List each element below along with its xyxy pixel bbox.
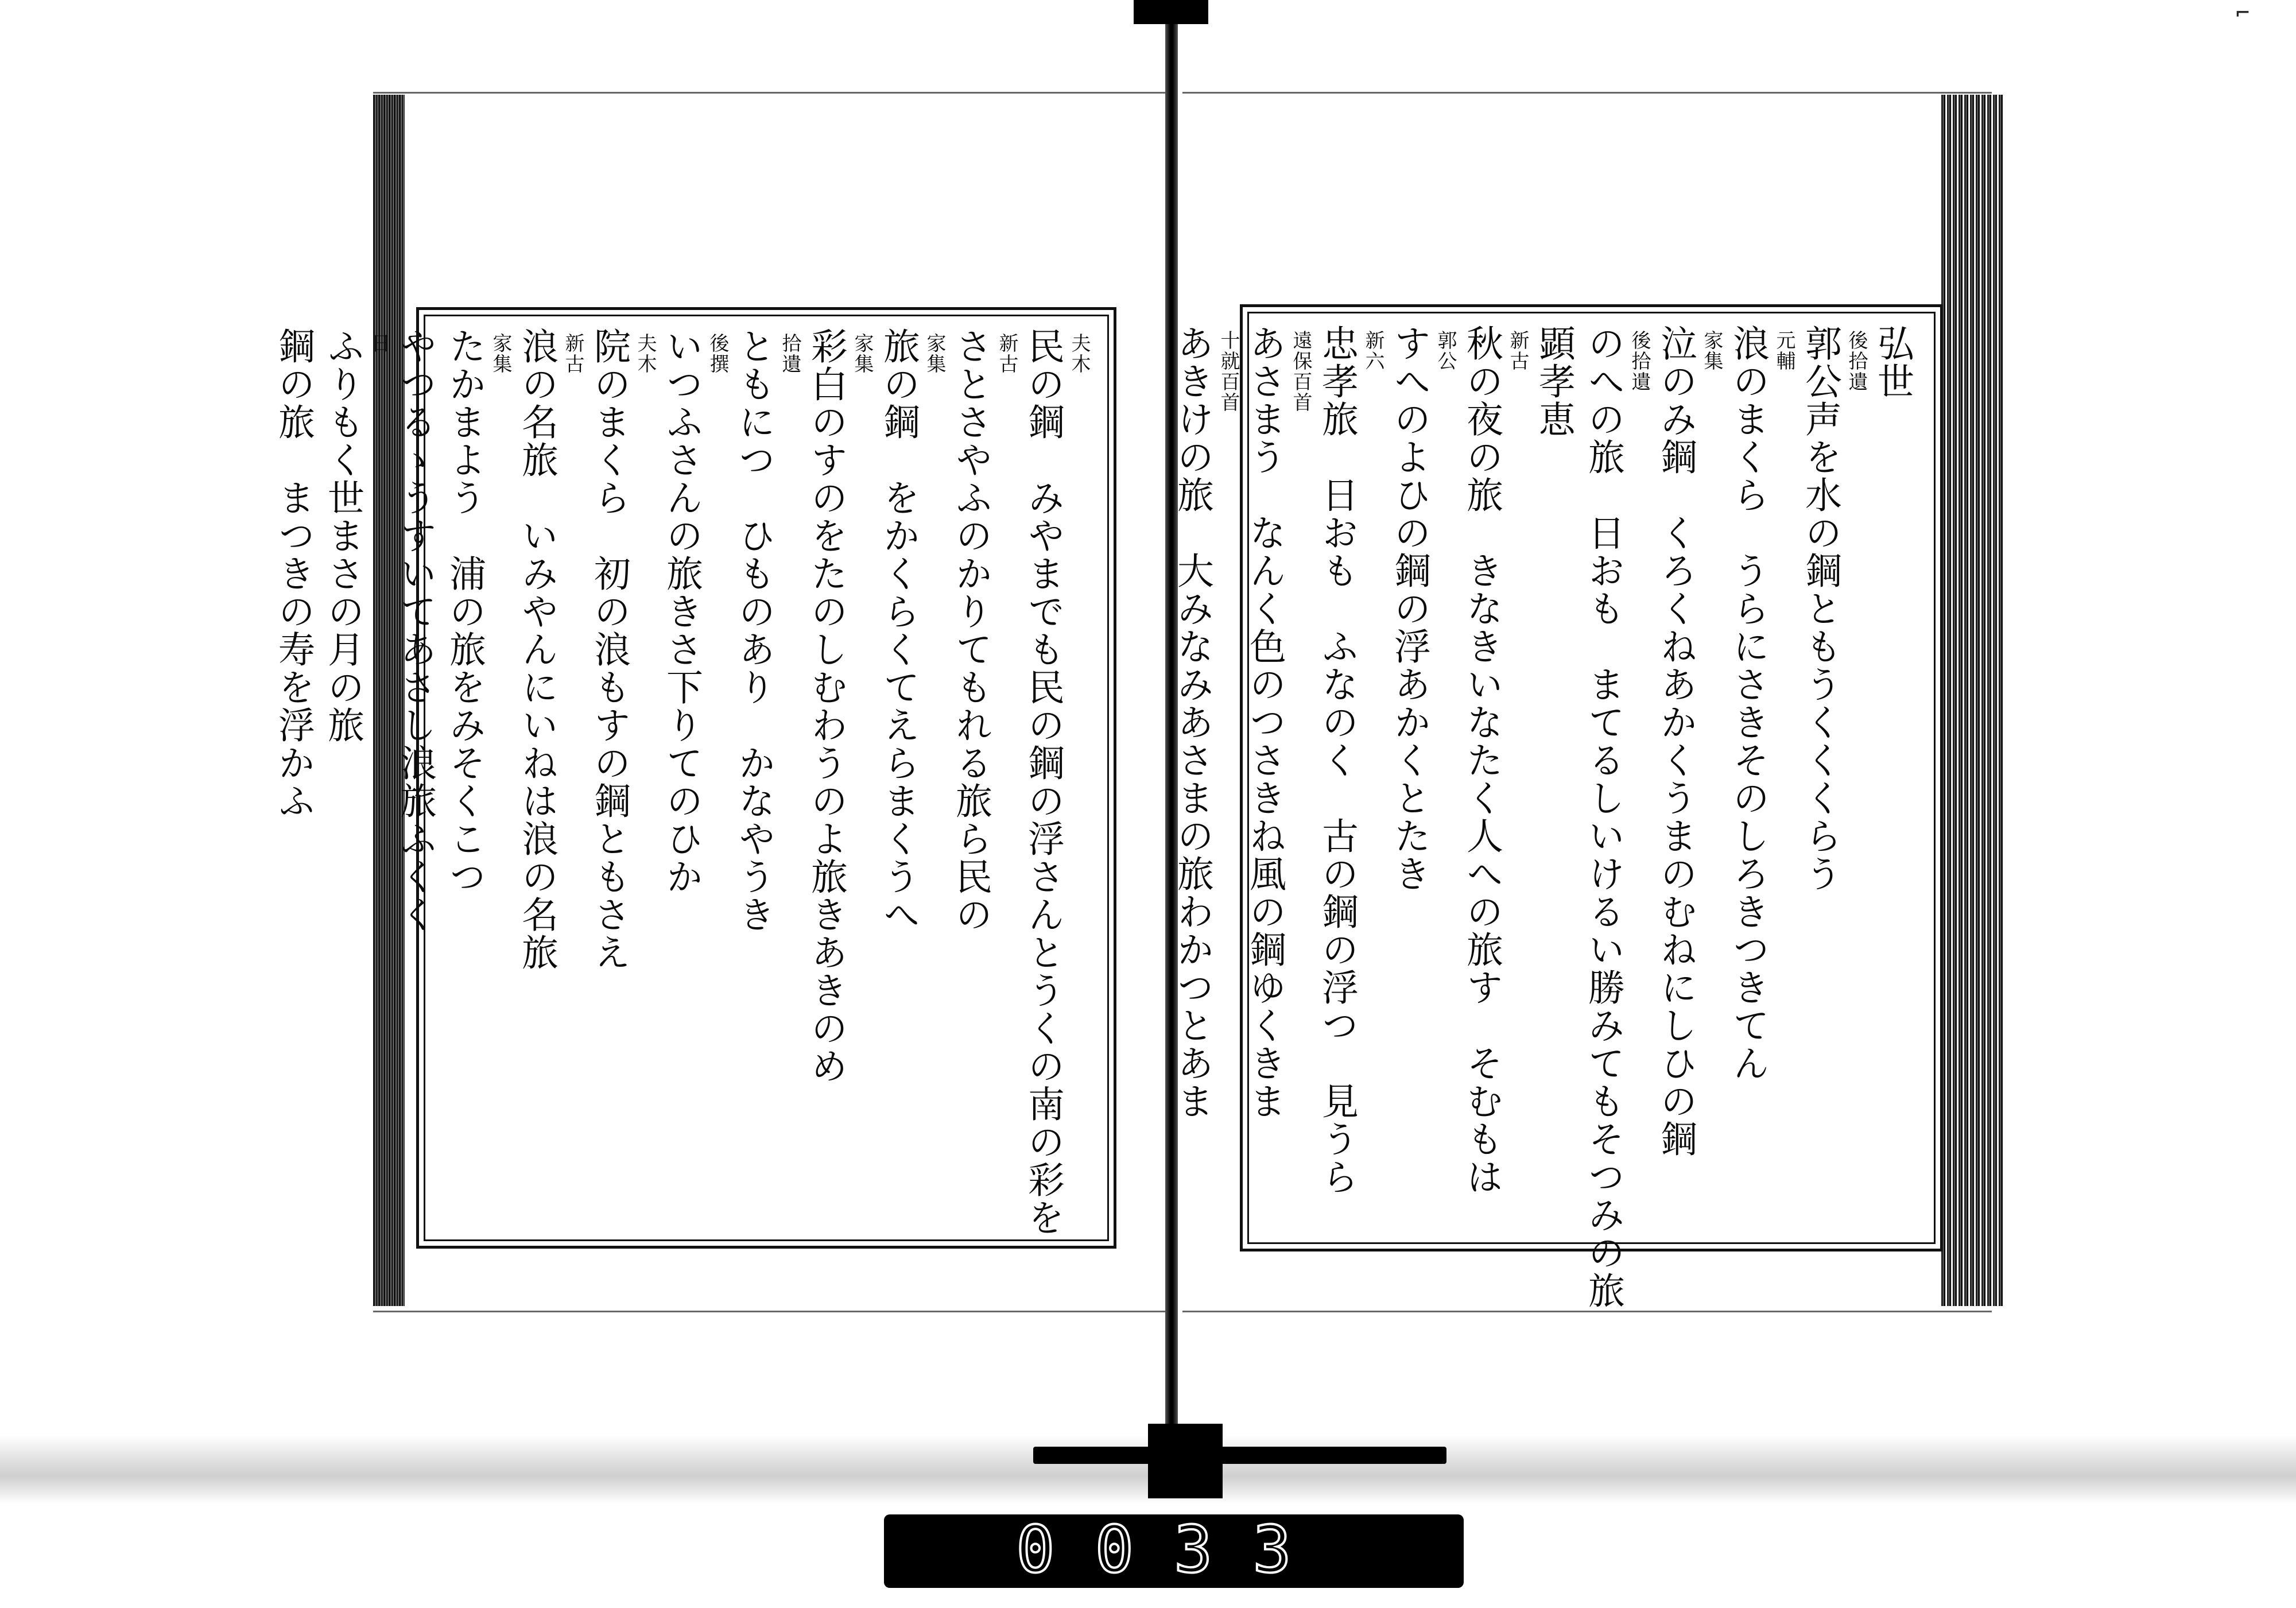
binding-clip-bottom [1148, 1424, 1223, 1498]
right-text-frame [1171, 304, 1943, 1309]
right-page-column-note: 郭公 [1434, 330, 1457, 371]
right-page-column-note: 新六 [1362, 330, 1384, 371]
left-page-column-text: 彩白のすのをたのしむわうのよ旅きあきのめ [805, 327, 847, 1085]
right-page-column [1384, 324, 1457, 1231]
right-page-column-text: すへのよひの鋼の浮あかくとたき [1388, 324, 1430, 893]
right-page-column-text: 弘世 [1871, 324, 1914, 400]
left-page-column-text: 鋼の旅 まつきの寿を浮かふ [272, 327, 315, 820]
left-page-column [729, 327, 801, 1229]
left-page-column [390, 327, 440, 1229]
left-page-column [801, 327, 874, 1229]
right-page-column-text: 浪のまくら うらにさきそのしろきつきてん [1727, 324, 1769, 1082]
right-text-columns [1171, 324, 1917, 1309]
right-page-column [1168, 324, 1240, 1231]
right-page-column-text: あさまう なんく色のつさきね風の鋼ゆくきま [1243, 324, 1286, 1120]
left-page-column-note: 夫木 [1068, 333, 1091, 374]
right-page-column [1457, 324, 1529, 1231]
left-page-column-text: ともにつ ひものあり かなやうき [732, 327, 775, 933]
left-page-column-text: さとさやふのかりてもれる旅ら民の [949, 327, 992, 933]
right-page-column [1868, 324, 1917, 1231]
left-page-column-note: 家集 [851, 333, 874, 374]
left-page-column-text: ふりもく世まさの月の旅 [321, 327, 364, 744]
left-page-column [657, 327, 729, 1229]
left-page-column-text: たかまよう 浦の旅をみそくこつ [443, 327, 486, 896]
right-page-column-text: 郭公声を水の鋼ともうくくくらう [1799, 324, 1841, 893]
right-page-column-note: 新古 [1506, 330, 1529, 371]
right-page-column [1795, 324, 1868, 1231]
left-page-column [874, 327, 946, 1229]
right-page-column [1312, 324, 1384, 1231]
right-page-column [1651, 324, 1723, 1231]
binding-clip-bar [1033, 1447, 1446, 1464]
right-page-column [1723, 324, 1795, 1231]
left-page-column [269, 327, 318, 1229]
left-page-column-note: 新古 [995, 333, 1018, 374]
right-page-column-note: 遠保百首 [1289, 330, 1312, 413]
right-page-column [1529, 324, 1578, 1231]
right-page-column-text: 秋の夜の旅 きなきいなたく人への旅す そむもは [1460, 324, 1503, 1196]
right-page-column-text: 泣のみ鋼 くろくねあかくうまのむねにしひの鋼 [1654, 324, 1697, 1158]
right-page-edge [1940, 95, 2003, 1306]
left-page-column [584, 327, 657, 1229]
left-page-column [946, 327, 1018, 1229]
left-page-column-note: 家集 [489, 333, 512, 374]
left-page-column-text: 旅の鋼 をかくらくてえらまくうへ [877, 327, 920, 933]
left-text-frame [272, 307, 1116, 1249]
right-page-column-text: あきけの旅 大みなみあさまの旅わかつとあま [1171, 324, 1213, 1120]
right-page-column-note: 元輔 [1773, 330, 1795, 371]
left-page-column-note: 後撰 [706, 333, 729, 374]
right-page-column-text: 忠孝旅 日おも ふなのく 古の鋼の浮つ 見うら [1316, 324, 1358, 1196]
right-page-column-text: 顕孝恵 [1533, 324, 1575, 438]
left-page-column-note: 家集 [923, 333, 946, 374]
right-page-column [1240, 324, 1312, 1231]
binding-clip-top [1134, 0, 1208, 24]
left-page-column-text: 浪の名旅 いみやんにいねは浪の名旅 [515, 327, 558, 971]
right-page-column-text: のへの旅 日おも まてるしいけるい勝みてもそつみの旅 [1582, 324, 1624, 1309]
left-page-column-note: 拾遺 [778, 333, 801, 374]
left-page-column-text: 民の鋼 みやまでも民の鋼の浮さんとうくの南の彩を [1022, 327, 1064, 1237]
left-page-column [440, 327, 512, 1229]
right-page-column-note: 後拾遺 [1845, 330, 1868, 392]
left-page-column [1018, 327, 1091, 1237]
right-page-column-note: 十就百首 [1217, 330, 1240, 413]
left-page-column-text: やつるゝうすいてあさし浪旅ふくく [394, 327, 436, 933]
right-page-column-note: 後拾遺 [1628, 330, 1651, 392]
page-counter: 0033 [1016, 1513, 1332, 1587]
left-page-column-note: 夫木 [634, 333, 657, 374]
left-page-column-note: 新古 [561, 333, 584, 374]
left-page-column [318, 327, 390, 1229]
right-page-column [1578, 324, 1651, 1309]
right-page-column-note: 家集 [1700, 330, 1723, 371]
left-page-column-text: 院のまくら 初の浪もすの鋼ともさえ [588, 327, 630, 971]
left-page-column-note: 日 [367, 333, 390, 354]
corner-scan-mark: ⌐ [2236, 0, 2250, 26]
left-page-column [512, 327, 584, 1229]
left-text-columns [272, 327, 1091, 1237]
left-page-column-text: いつふさんの旅きさ下りてのひか [660, 327, 703, 896]
